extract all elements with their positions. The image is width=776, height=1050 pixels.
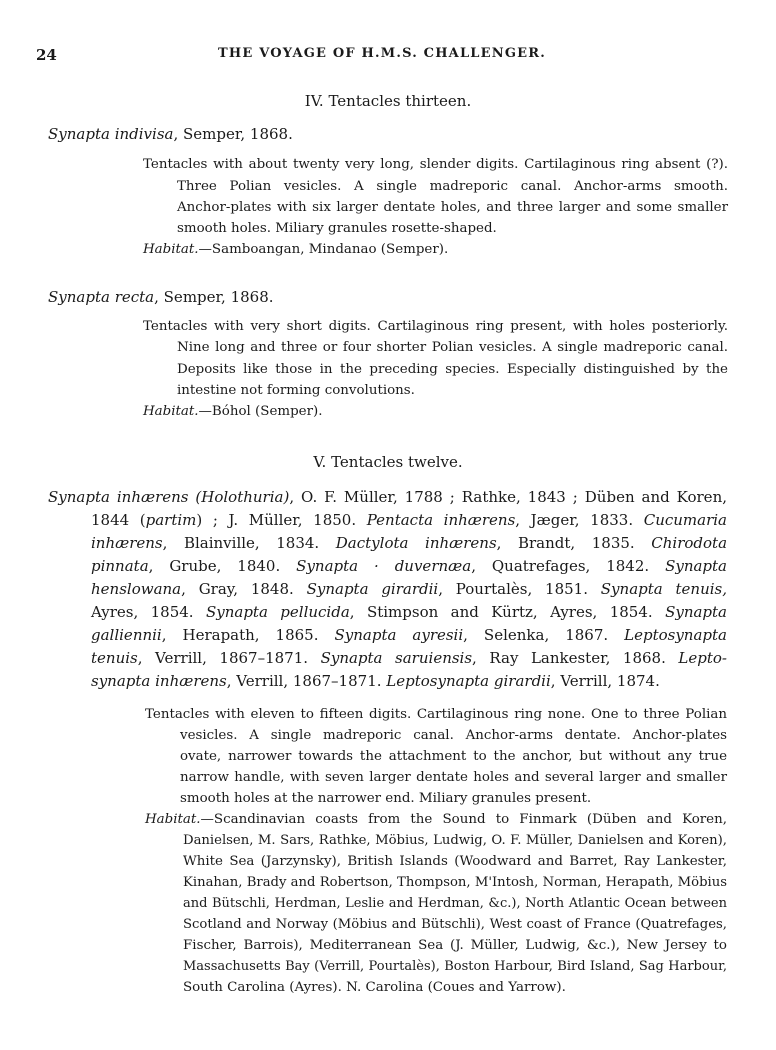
synonym-text: , O. F. Müller, 1788 ; Rathke, 1843 ; Düben and Koren, xyxy=(289,488,727,506)
page-number: 24 xyxy=(36,46,57,64)
synonym-text: , Verrill, 1867–1871. xyxy=(226,672,387,690)
habitat-line: Scotland and Norway (Möbius and Bütschli), West coast of France (Quatrefages, xyxy=(183,917,727,932)
habitat-text: —Scandinavian coasts from the Sound to Finmark (Düben and Koren, xyxy=(200,812,727,827)
synonym-text: , Blainville, 1834. xyxy=(162,534,336,552)
synonymy-line xyxy=(91,626,727,644)
synonym-name: Lepto- xyxy=(678,649,727,667)
synonym-name: Synapta ayresii xyxy=(334,626,464,644)
description-line: Anchor-plates with six larger dentate holes, and three larger and some smaller xyxy=(177,200,728,215)
species-name: Synapta indivisa xyxy=(48,125,174,143)
synonym-text: , Verrill, 1874. xyxy=(550,672,660,690)
habitat-label: Habitat. xyxy=(143,404,199,419)
habitat-line: Fischer, Barrois), Mediterranean Sea (J. Müller, Ludwig, &c.), New Jersey to xyxy=(183,938,727,953)
habitat-line: White Sea (Jarzynsky), British Islands (Woodward and Barret, Ray Lankester, xyxy=(183,854,727,869)
description-line: narrow handle, with seven larger dentate holes and several larger and smaller xyxy=(180,770,727,785)
synonym-name: Leptosynapta girardii xyxy=(386,672,551,690)
description-line: intestine not forming convolutions. xyxy=(177,383,415,398)
species-heading-recta xyxy=(48,288,274,306)
habitat-line xyxy=(143,404,322,419)
description-line: Three Polian vesicles. A single madreporic canal. Anchor-arms smooth. xyxy=(177,179,728,194)
description-line: Tentacles with about twenty very long, slender digits. Cartilaginous ring absent (?). xyxy=(143,157,728,172)
description-line: smooth holes. Miliary granules rosette-shaped. xyxy=(177,221,497,236)
habitat-line: Massachusetts Bay (Verrill, Pourtalès), Boston Harbour, Bird Island, Sag Harbour, xyxy=(183,959,727,974)
species-name: Synapta recta xyxy=(48,288,155,306)
synonymy-line xyxy=(91,534,727,552)
synonym-name: henslowana xyxy=(91,580,182,598)
synonym-name: Synapta saruiensis xyxy=(320,649,473,667)
description-line: Deposits like those in the preceding species. Especially distinguished by the xyxy=(177,362,728,377)
description-line: vesicles. A single madreporic canal. Anchor-arms dentate. Anchor-plates xyxy=(180,728,727,743)
synonym-name: Synapta xyxy=(665,557,727,575)
habitat-line: South Carolina (Ayres). N. Carolina (Coues and Yarrow). xyxy=(183,980,566,995)
synonymy-line xyxy=(91,580,727,598)
synonymy-line xyxy=(91,603,727,621)
section-heading-v: V. Tentacles twelve. xyxy=(313,453,463,471)
habitat-line: Kinahan, Brady and Robertson, Thompson, M'Intosh, Norman, Herapath, Möbius xyxy=(183,875,727,890)
synonymy-line xyxy=(91,672,660,690)
synonym-name: galliennii xyxy=(91,626,162,644)
synonym-name: Cucumaria xyxy=(643,511,727,529)
synonym-text: , Jæger, 1833. xyxy=(515,511,644,529)
synonym-name: Leptosynapta xyxy=(624,626,727,644)
synonym-name: Synapta xyxy=(665,603,727,621)
synonym-name: Synapta inhærens (Holothuria) xyxy=(48,488,290,506)
synonymy-line xyxy=(91,511,727,529)
synonym-text: , Quatrefages, 1842. xyxy=(471,557,666,575)
synonym-text: , Ray Lankester, 1868. xyxy=(472,649,679,667)
synonym-name: inhærens xyxy=(91,534,163,552)
habitat-line: and Bütschli, Herdman, Leslie and Herdman, &c.), North Atlantic Ocean between xyxy=(183,896,727,911)
synonym-name: Dactylota inhærens xyxy=(335,534,497,552)
synonym-text: ) ; J. Müller, 1850. xyxy=(196,511,367,529)
synonym-name: Synapta tenuis, xyxy=(600,580,727,598)
synonym-text: , Brandt, 1835. xyxy=(496,534,652,552)
habitat-line xyxy=(145,812,727,827)
synonym-text: 1844 ( xyxy=(91,511,146,529)
synonym-name: Synapta · duvernæa xyxy=(296,557,472,575)
habitat-label: Habitat. xyxy=(143,242,199,257)
synonym-text: , Stimpson and Kürtz, Ayres, 1854. xyxy=(349,603,666,621)
synonym-name: pinnata xyxy=(91,557,149,575)
synonym-name: Synapta girardii xyxy=(306,580,439,598)
synonym-text: , Gray, 1848. xyxy=(181,580,307,598)
habitat-line xyxy=(143,242,448,257)
synonym-name: partim xyxy=(145,511,197,529)
description-line: smooth holes at the narrower end. Miliary granules present. xyxy=(180,791,592,806)
synonymy-line xyxy=(91,557,727,575)
synonym-name: synapta inhærens xyxy=(91,672,227,690)
synonymy-line xyxy=(91,649,727,667)
running-title: THE VOYAGE OF H.M.S. CHALLENGER. xyxy=(218,46,546,61)
running-head xyxy=(36,46,728,66)
habitat-line: Danielsen, M. Sars, Rathke, Möbius, Ludwig, O. F. Müller, Danielsen and Koren), xyxy=(183,833,727,848)
synonym-text: , Pourtalès, 1851. xyxy=(438,580,601,598)
synonym-text: , Grube, 1840. xyxy=(148,557,297,575)
synonym-name: tenuis xyxy=(91,649,138,667)
description-line: Tentacles with eleven to fifteen digits. Cartilaginous ring none. One to three Polian xyxy=(145,707,727,722)
description-line: Tentacles with very short digits. Cartilaginous ring present, with holes posteriorly. xyxy=(143,319,728,334)
species-authority: , Semper, 1868. xyxy=(173,125,293,143)
species-heading-indivisa xyxy=(48,125,293,143)
synonym-name: Pentacta inhærens xyxy=(366,511,516,529)
section-heading-iv: IV. Tentacles thirteen. xyxy=(304,92,472,110)
synonym-name: Chirodota xyxy=(651,534,728,552)
description-line: Nine long and three or four shorter Polian vesicles. A single madreporic canal. xyxy=(177,340,728,355)
synonymy-line xyxy=(48,488,727,506)
species-authority: , Semper, 1868. xyxy=(154,288,274,306)
habitat-text: —Samboangan, Mindanao (Semper). xyxy=(198,242,449,257)
description-line: ovate, narrower towards the attachment to the anchor, but without any true xyxy=(180,749,727,764)
synonym-text: Ayres, 1854. xyxy=(91,603,206,621)
synonym-text: , Herapath, 1865. xyxy=(161,626,335,644)
synonym-text: , Verrill, 1867–1871. xyxy=(137,649,321,667)
habitat-label: Habitat. xyxy=(145,812,201,827)
habitat-text: —Bóhol (Semper). xyxy=(198,404,323,419)
synonym-name: Synapta pellucida xyxy=(205,603,350,621)
synonym-text: , Selenka, 1867. xyxy=(463,626,625,644)
